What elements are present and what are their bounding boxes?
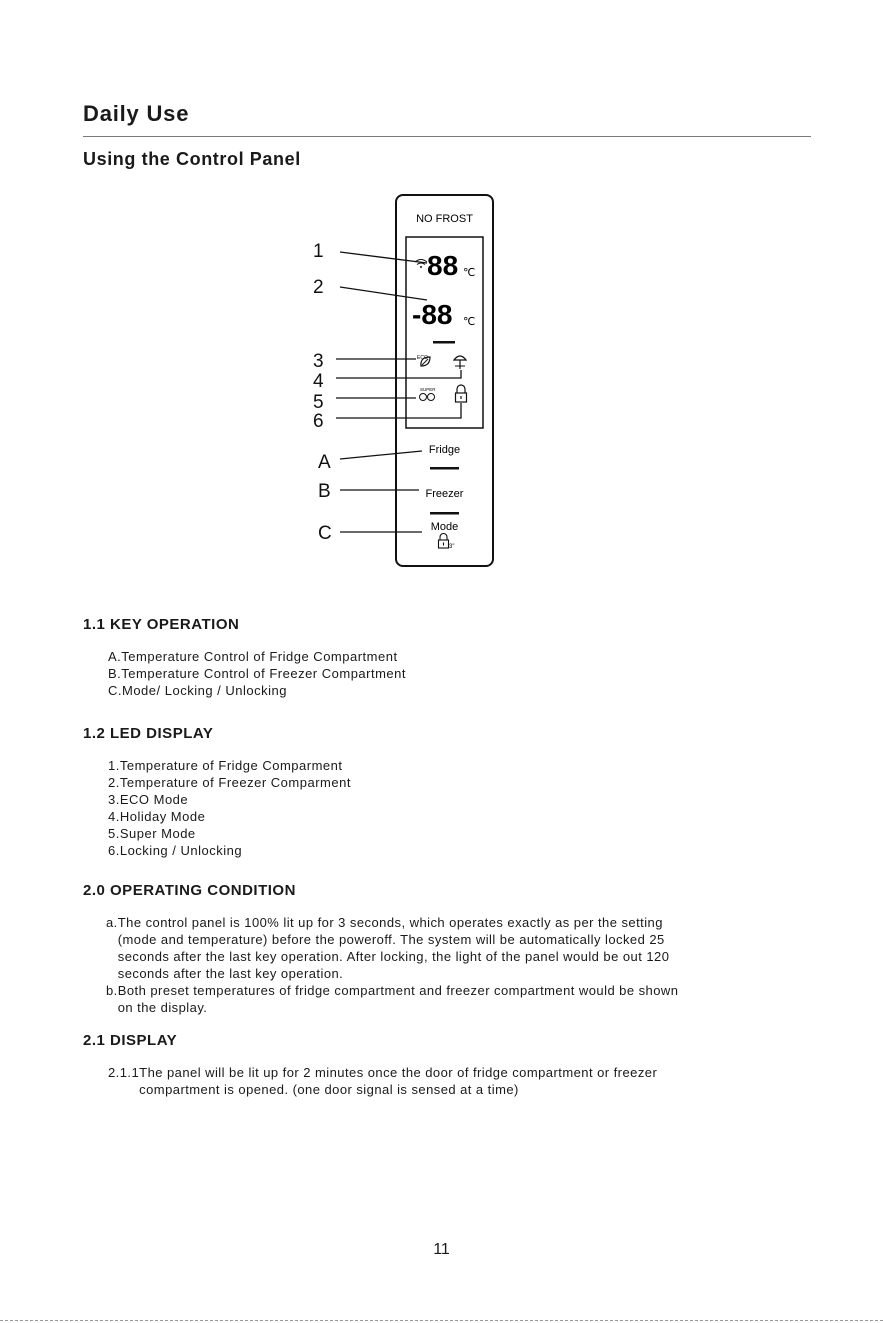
callout-1: 1 <box>313 241 324 262</box>
section-subtitle: Using the Control Panel <box>83 149 301 169</box>
svg-text:ECO: ECO <box>417 355 428 361</box>
wifi-icon <box>415 260 427 269</box>
list-item: 5.Super Mode <box>108 826 196 841</box>
control-panel-diagram <box>0 0 883 600</box>
freezer-button: Freezer <box>425 488 464 500</box>
section-led-display-title: 1.2 LED DISPLAY <box>83 725 214 742</box>
callout-6: 6 <box>313 411 324 432</box>
list-item: 4.Holiday Mode <box>108 809 206 824</box>
button-divider <box>430 512 459 515</box>
paragraph-2-1-1: 2.1.1 The panel will be lit up for 2 minutes once the door of fridge compartment or freezer compartment is opened. (one door signal is sensed at a time) <box>108 1065 658 1097</box>
button-divider <box>430 467 459 470</box>
fridge-temp-unit: ℃ <box>463 267 476 279</box>
callout-a: A <box>318 452 331 473</box>
brand-label: NO FROST <box>416 213 473 225</box>
list-item: A.Temperature Control of Fridge Compartment <box>108 649 398 664</box>
page-number: 11 <box>433 1241 450 1258</box>
callout-c: C <box>318 523 332 544</box>
callout-3: 3 <box>313 351 324 372</box>
section-operating-condition-title: 2.0 OPERATING CONDITION <box>83 882 296 899</box>
eco-leaf-icon <box>417 355 430 366</box>
section-key-operation-title: 1.1 KEY OPERATION <box>83 616 240 633</box>
svg-text:SUPER: SUPER <box>420 387 436 392</box>
mode-button: Mode <box>430 521 459 533</box>
paragraph-b: b. Both preset temperatures of fridge compartment and freezer compartment would be shown on the display. <box>106 983 679 1015</box>
page-title: Daily Use <box>83 101 190 126</box>
operating-condition-text <box>106 914 806 1016</box>
list-item: 3.ECO Mode <box>108 792 189 807</box>
holiday-umbrella-icon <box>454 356 466 369</box>
mode-lock-icon <box>439 534 449 549</box>
section-display-title: 2.1 DISPLAY <box>83 1032 178 1049</box>
callout-b: B <box>318 481 331 502</box>
fridge-button: Fridge <box>428 444 461 456</box>
page-bottom-border <box>0 1320 883 1322</box>
display-text <box>108 1064 808 1098</box>
list-item: 6.Locking / Unlocking <box>108 843 243 858</box>
list-item: B.Temperature Control of Freezer Compartment <box>108 666 406 681</box>
paragraph-a: a. The control panel is 100% lit up for 3 seconds, which operates exactly as per the setting (mode and temperature) before the poweroff. The system will be automatically locked 25 seconds after the last key operation. After locking, the light of the panel would be out 120 seconds after the last key operation. <box>106 915 670 981</box>
display-divider <box>433 341 455 344</box>
led-display-list <box>108 757 351 859</box>
mode-lock-duration: 3" <box>449 544 455 550</box>
list-item: 2.Temperature of Freezer Comparment <box>108 775 351 790</box>
callout-5: 5 <box>313 392 324 413</box>
list-item: 1.Temperature of Fridge Comparment <box>108 758 343 773</box>
callout-2: 2 <box>313 277 324 298</box>
padlock-icon <box>456 385 467 402</box>
fridge-temp-readout: 88 <box>427 250 459 281</box>
super-mode-icon <box>420 387 437 401</box>
key-operation-list <box>108 648 406 699</box>
callout-4: 4 <box>313 371 324 392</box>
freezer-temp-readout: -88 <box>412 299 453 330</box>
list-item: C.Mode/ Locking / Unlocking <box>108 683 287 698</box>
freezer-temp-unit: ℃ <box>463 316 476 328</box>
